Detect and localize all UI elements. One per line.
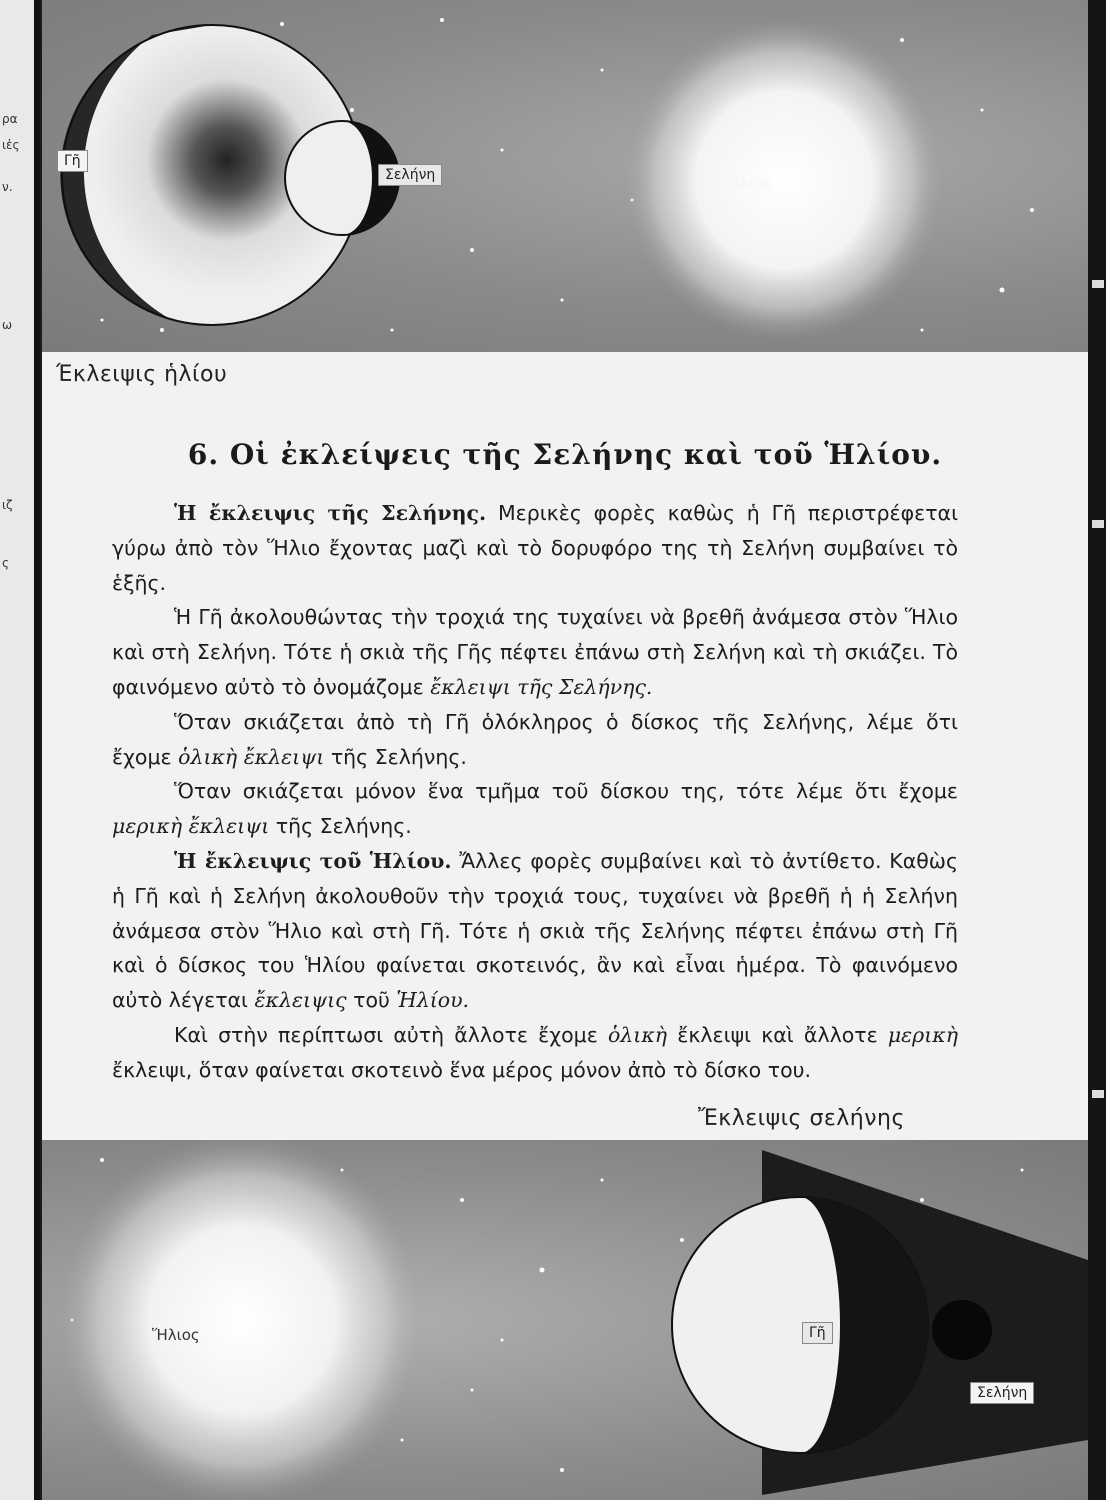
sun-disk — [57, 1140, 427, 1500]
lunar-eclipse-caption: Ἔκλειψις σελήνης — [698, 1106, 905, 1131]
paragraph-text: ἔκλειψι καὶ ἄλλοτε — [667, 1022, 888, 1047]
lunar-eclipse-illustration — [42, 1140, 1088, 1500]
solar-eclipse-illustration — [42, 0, 1088, 352]
paragraph-text: Καὶ στὴν περίπτωσι αὐτὴ ἄλλοτε ἔχομε — [174, 1022, 608, 1047]
sun-label: Ἥλιος — [152, 1326, 200, 1344]
paragraph — [112, 1018, 958, 1088]
paragraph — [112, 844, 958, 1018]
earth-label: Γῆ — [802, 1322, 833, 1344]
paragraph-text: ἔκλειψι, ὅταν φαίνεται σκοτεινὸ ἕνα μέρος μόνον ἀπὸ τὸ δίσκο του. — [112, 1057, 811, 1082]
spine-text-fragment: ν. — [2, 180, 13, 194]
moon-label: Σελήνη — [378, 164, 442, 186]
paragraph-text: Ἡ Γῆ ἀκολουθώντας τὴν τροχιά της τυχαίνει νὰ βρεθῆ ἀνάμεσα στὸν Ἥλιο καὶ στὴ Σελήνη. Τότε ἡ σκιὰ τῆς Γῆς πέφτει ἐπάνω στὴ Σελήνη καὶ τὴ σκιάζει. Τὸ φαινόμενο αὐτὸ τὸ ὀνομάζομε — [112, 605, 958, 699]
paragraph-text: Μερικὲς φορὲς καθὼς ἡ Γῆ περιστρέφεται γύρω ἀπὸ τὸν Ἥλιο ἔχοντας μαζὶ καὶ τὸ δορυφόρο της τὴ Σελήνη συμβαίνει τὸ ἑξῆς. — [112, 501, 959, 595]
paragraph-heading: Ἡ ἔκλειψις τοῦ Ἡλίου. — [174, 848, 452, 873]
solar-eclipse-drawing — [42, 0, 1088, 352]
spine-text-fragment: ιἐς — [2, 138, 20, 152]
earth-label: Γῆ — [57, 150, 88, 172]
spine-text-fragment: ω — [2, 318, 13, 332]
italic-term: ὁλικὴ — [607, 1022, 668, 1047]
binding-mark — [1092, 1090, 1104, 1098]
paragraph-text: Ἄλλες φορὲς συμβαίνει καὶ τὸ ἀντίθετο. Καθὼς ἡ Γῆ καὶ ἡ Σελήνη ἀκολουθοῦν τὴν τροχιά τους, τυχαίνει νὰ βρεθῆ ἡ ἡ Σελήνη ἀνάμεσα στὸν Ἥλιο καὶ στὴ Γῆ. Τότε ἡ σκιὰ τῆς Σελήνης πέφτει ἐπάνω στὴ Γῆ καὶ ὁ δίσκος του Ἡλίου φαίνεται σκοτεινός, ἂν καὶ εἶναι ἡμέρα. Τὸ φαινόμενο αὐτὸ λέγεται — [112, 848, 959, 1013]
italic-term: ὁλικὴ ἔκλειψι — [178, 744, 325, 769]
binding-mark — [1092, 520, 1104, 528]
right-page-edge — [1088, 0, 1106, 1500]
spine-text-fragment: ιζ — [2, 498, 13, 512]
book-page — [42, 0, 1088, 1500]
paragraph-text: Ὅταν σκιάζεται ἀπὸ τὴ Γῆ ὁλόκληρος ὁ δίσκος τῆς Σελήνης, λέμε ὅτι ἔχομε — [112, 709, 958, 769]
book-spine-edge — [0, 0, 40, 1500]
paragraph — [112, 600, 958, 704]
sun-disk — [624, 20, 944, 340]
paragraph — [112, 774, 958, 844]
paragraph-heading: Ἡ ἔκλειψις τῆς Σελήνης. — [174, 501, 487, 525]
paragraph — [112, 496, 958, 600]
solar-eclipse-caption: Έκλειψις ἡλίου — [56, 362, 228, 387]
spine-text-fragment: ρα — [2, 112, 18, 126]
italic-term: μερικὴ ἔκλειψι — [112, 814, 270, 839]
spine-shadow — [34, 0, 40, 1500]
section-heading: 6. Οἱ ἐκλείψεις τῆς Σελήνης καὶ τοῦ Ἡλίου. — [187, 438, 943, 471]
sun-label: Ἥλιος — [724, 174, 772, 192]
moon-label: Σελήνη — [970, 1382, 1034, 1404]
section-body — [112, 496, 958, 1088]
lunar-eclipse-drawing — [42, 1140, 1088, 1500]
paragraph — [112, 705, 958, 775]
italic-term: ἔκλειψις — [254, 988, 347, 1013]
paragraph-text: τῆς Σελήνης. — [324, 744, 467, 769]
binding-mark — [1092, 280, 1104, 288]
italic-term: μερικὴ — [887, 1022, 958, 1047]
paragraph-text: τοῦ — [346, 988, 397, 1013]
paragraph-text: Ὅταν σκιάζεται μόνον ἕνα τμῆμα τοῦ δίσκου της, τότε λέμε ὅτι ἔχομε — [174, 779, 958, 804]
italic-term: ἔκλειψι τῆς Σελήνης. — [430, 674, 653, 699]
paragraph-text: τῆς Σελήνης. — [269, 814, 412, 839]
moon-disk — [932, 1300, 992, 1360]
italic-term: Ἡλίου. — [396, 988, 470, 1013]
spine-text-fragment: ς — [2, 556, 10, 570]
